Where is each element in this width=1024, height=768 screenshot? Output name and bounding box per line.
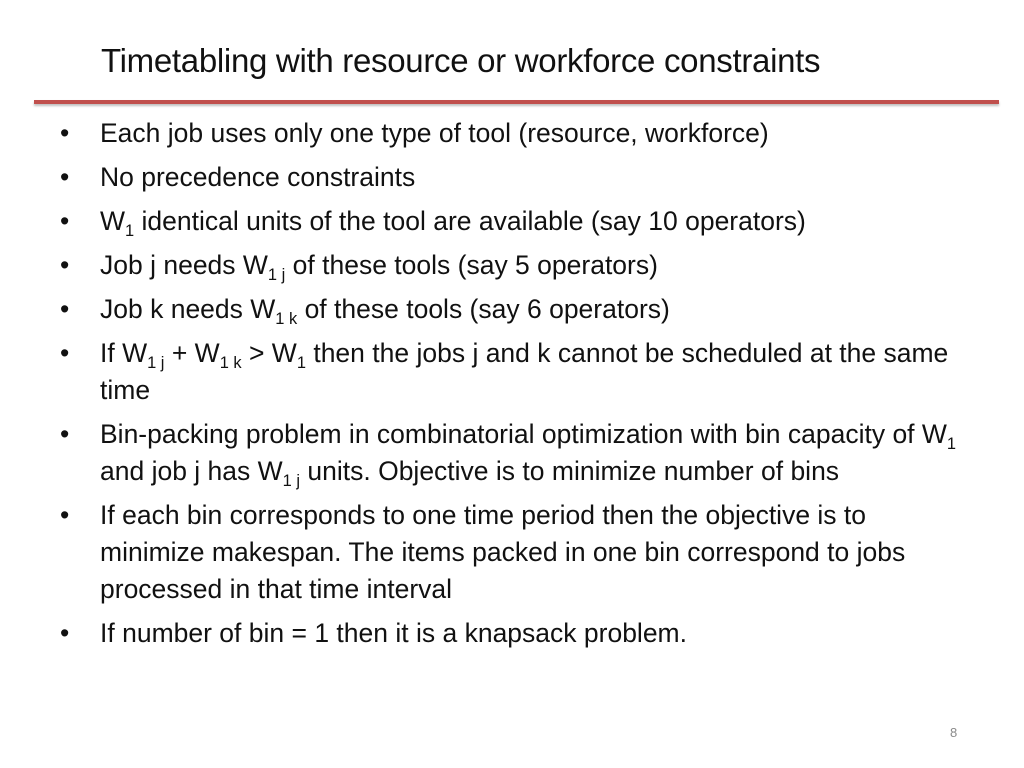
bullet-item (60, 335, 960, 409)
bullet-text-part: of these tools (say 5 operators) (285, 250, 658, 280)
bullet-text (100, 419, 957, 490)
bullet-item (60, 615, 960, 652)
bullet-item (60, 203, 960, 240)
bullet-item (60, 416, 960, 490)
subscript: 1 (125, 221, 135, 240)
bullet-text-part: of these tools (say 6 operators) (297, 294, 670, 324)
subscript: 1 j (282, 471, 301, 490)
bullet-text-part: units. Objective is to minimize number of bins (300, 456, 840, 486)
bullet-text: If number of bin = 1 then it is a knapsack problem. (100, 618, 687, 648)
bullet-icon: • (60, 250, 70, 280)
variable-w: W (100, 206, 126, 236)
bullet-icon: • (60, 618, 70, 648)
bullet-item (60, 497, 960, 608)
bullet-item (60, 115, 960, 152)
subscript: 1 j (147, 353, 165, 372)
slide-title: Timetabling with resource or workforce constraints (101, 42, 821, 79)
bullet-text-part: then the jobs j and k cannot be scheduled at the same time (100, 338, 949, 405)
subscript: 1 k (275, 309, 298, 328)
bullet-text: Each job uses only one type of tool (resource, workforce) (100, 118, 769, 148)
subscript: 1 j (267, 265, 286, 284)
bullet-item (60, 247, 960, 284)
bullet-text-part: Job j needs W (100, 250, 268, 280)
bullet-text (100, 294, 670, 328)
bullet-text-part: and job j has W (100, 456, 283, 486)
bullet-icon: • (60, 419, 70, 449)
bullet-item (60, 291, 960, 328)
bullet-icon: • (60, 500, 70, 530)
bullet-text (100, 250, 658, 284)
subscript: 1 (296, 353, 306, 372)
bullet-text-part: > W (241, 338, 297, 368)
bullet-item (60, 159, 960, 196)
subscript: 1 k (219, 353, 242, 372)
bullet-text-part: identical units of the tool are available (say 10 operators) (134, 206, 806, 236)
bullet-icon: • (60, 206, 70, 236)
title-divider (34, 100, 999, 104)
bullet-text (100, 206, 806, 240)
bullet-text: No precedence constraints (100, 162, 416, 192)
bullet-text-part: Bin-packing problem in combinatorial optimization with bin capacity of W (100, 419, 947, 449)
bullet-text-part: Job k needs W (100, 294, 276, 324)
bullet-icon: • (60, 338, 70, 368)
bullet-text (100, 338, 948, 405)
page-number: 8 (950, 725, 958, 740)
bullet-icon: • (60, 118, 70, 148)
bullet-icon: • (60, 294, 70, 324)
bullet-list (60, 115, 960, 659)
bullet-icon: • (60, 162, 70, 192)
bullet-text-part: + W (164, 338, 220, 368)
bullet-text: If each bin corresponds to one time period then the objective is to minimize makespan. The items packed in one bin correspond to jobs processed in that time interval (100, 500, 906, 604)
subscript: 1 (946, 434, 957, 453)
bullet-text-part: If W (100, 338, 148, 368)
